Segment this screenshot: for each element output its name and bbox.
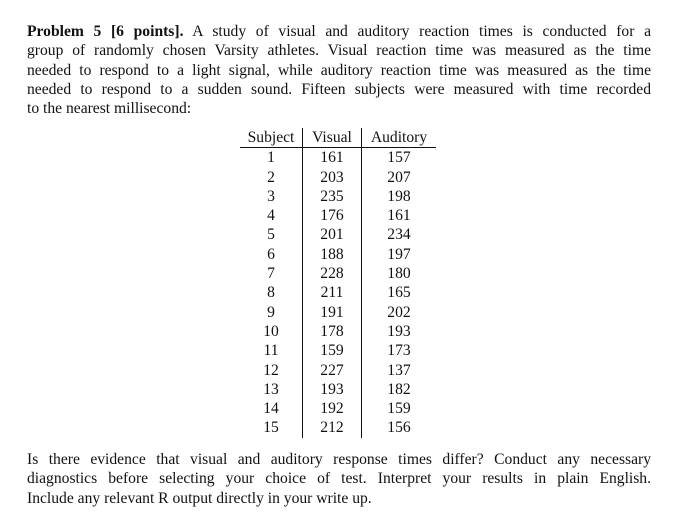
cell-visual: 203	[303, 168, 362, 187]
cell-auditory: 165	[387, 284, 411, 302]
cell-visual: 193	[303, 380, 362, 399]
cell-subject: 5	[240, 225, 303, 244]
cell-visual: 192	[303, 399, 362, 418]
cell-auditory: 157	[387, 149, 411, 167]
cell-auditory: 180	[387, 265, 411, 283]
problem-statement-line: group of randomly chosen Varsity athletes. Visual reaction time was measured as the time	[27, 42, 651, 60]
table-body	[240, 148, 436, 438]
cell-subject: 10	[240, 322, 303, 341]
problem-statement-line: to the nearest millisecond:	[27, 100, 192, 118]
question-line: diagnostics before selecting your choice of test. Interpret your results in plain English.	[27, 470, 651, 488]
cell-visual: 201	[303, 225, 362, 244]
table-row	[240, 225, 436, 244]
question-line: Is there evidence that visual and auditory response times differ? Conduct any necessary	[27, 451, 651, 468]
table-row	[240, 361, 436, 380]
problem-statement-line: needed to respond to a sudden sound. Fifteen subjects were measured with time recorded	[27, 80, 651, 98]
table-header-row	[240, 128, 436, 148]
cell-visual: 227	[303, 361, 362, 380]
cell-auditory: 173	[387, 342, 411, 360]
cell-subject: 13	[240, 380, 303, 399]
table-row	[240, 418, 436, 437]
cell-subject: 9	[240, 303, 303, 322]
table-row	[240, 322, 436, 341]
cell-auditory: 193	[387, 322, 411, 340]
cell-visual: 212	[303, 418, 362, 437]
problem-intro-text: A study of visual and auditory reaction times is conducted for a	[183, 23, 651, 40]
cell-visual: 191	[303, 303, 362, 322]
cell-subject: 4	[240, 206, 303, 225]
cell-auditory: 182	[387, 380, 411, 398]
table-row	[240, 283, 436, 302]
table-row	[240, 303, 436, 322]
table-row	[240, 399, 436, 418]
table-row	[240, 187, 436, 206]
cell-visual: 176	[303, 206, 362, 225]
cell-subject: 3	[240, 187, 303, 206]
question-text	[27, 450, 651, 508]
table-row	[240, 341, 436, 360]
cell-subject: 2	[240, 168, 303, 187]
cell-auditory: 156	[387, 419, 411, 437]
cell-subject: 14	[240, 399, 303, 418]
problem-statement	[27, 22, 651, 118]
column-header-visual: Visual	[303, 128, 362, 148]
reaction-time-table	[240, 128, 436, 438]
problem-statement-line: needed to respond to a light signal, while auditory reaction time was measured as the time	[27, 61, 651, 79]
cell-subject: 11	[240, 341, 303, 360]
cell-subject: 7	[240, 264, 303, 283]
cell-subject: 8	[240, 283, 303, 302]
cell-visual: 228	[303, 264, 362, 283]
cell-auditory: 202	[387, 303, 411, 321]
cell-auditory: 207	[387, 168, 411, 186]
cell-auditory: 234	[387, 226, 411, 244]
question-line: Include any relevant R output directly in your write up.	[27, 489, 372, 507]
cell-visual: 178	[303, 322, 362, 341]
cell-auditory: 197	[387, 245, 411, 263]
cell-subject: 1	[240, 148, 303, 168]
problem-heading: Problem 5 [6 points].	[27, 23, 184, 40]
cell-auditory: 137	[387, 361, 411, 379]
column-header-subject: Subject	[240, 128, 303, 148]
table-row	[240, 264, 436, 283]
table-row	[240, 245, 436, 264]
table-row	[240, 148, 436, 168]
table-row	[240, 206, 436, 225]
cell-visual: 235	[303, 187, 362, 206]
cell-subject: 6	[240, 245, 303, 264]
cell-auditory: 198	[387, 187, 411, 205]
table-row	[240, 168, 436, 187]
cell-auditory: 161	[387, 207, 411, 225]
column-header-auditory: Auditory	[362, 128, 437, 148]
cell-visual: 211	[303, 283, 362, 302]
cell-auditory: 159	[387, 400, 411, 418]
cell-subject: 12	[240, 361, 303, 380]
cell-subject: 15	[240, 418, 303, 437]
cell-visual: 161	[303, 148, 362, 168]
problem-statement-line	[27, 22, 651, 41]
cell-visual: 159	[303, 341, 362, 360]
table-row	[240, 380, 436, 399]
cell-visual: 188	[303, 245, 362, 264]
